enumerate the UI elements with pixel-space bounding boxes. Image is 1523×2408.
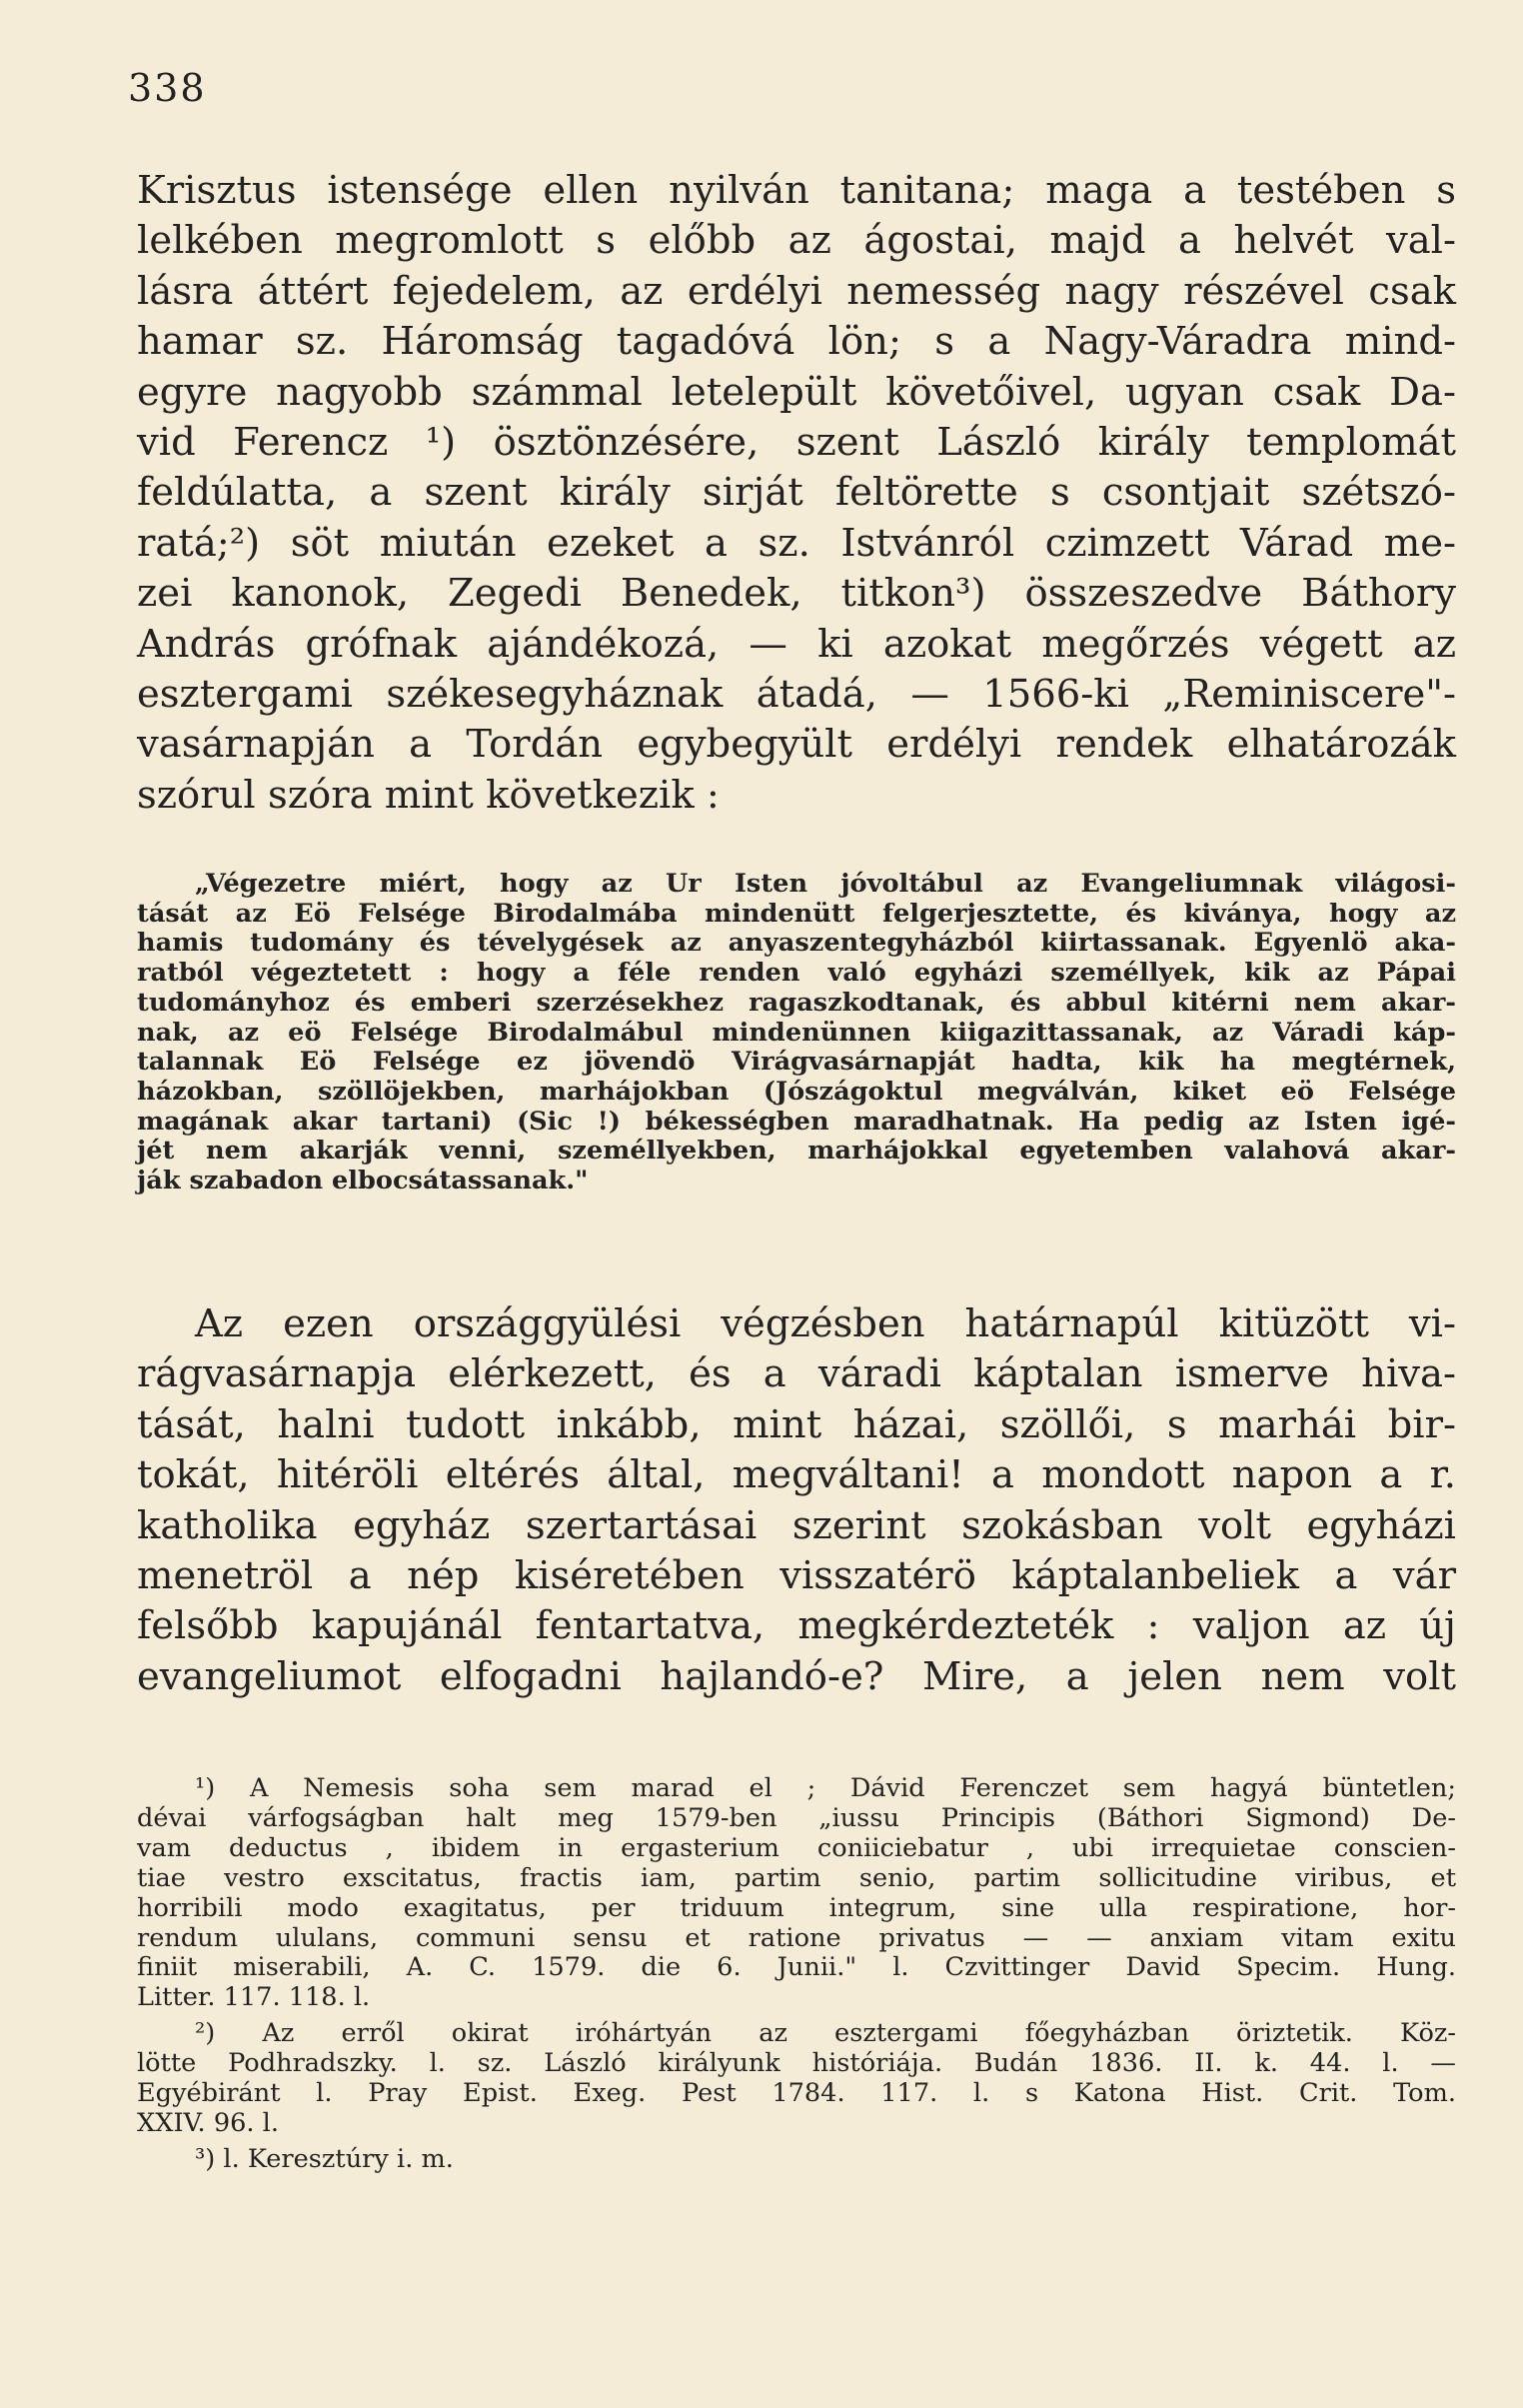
text-line: tását, halni tudott inkább, mint házai, szöllői, s marhái bir- bbox=[137, 1401, 1456, 1447]
text-line: menetröl a nép kiséretében visszatérö káptalanbeliek a vár bbox=[137, 1553, 1456, 1599]
quote-line: ratból végeztetett : hogy a féle renden való egyházi személlyek, kik az Pápai bbox=[137, 958, 1456, 989]
footnote-line: rendum ululans, communi sensu et ratione privatus — — anxiam vitam exitu bbox=[137, 1922, 1456, 1953]
text-line: lásra áttért fejedelem, az erdélyi nemesség nagy részével csak bbox=[137, 268, 1456, 314]
quote-line: jét nem akarják venni, személlyekben, marhájokkal egyetemben valahová akar- bbox=[137, 1136, 1456, 1167]
quote-line: tását az Eö Felsége Birodalmába mindenütt felgerjesztette, és kiványa, hogy az bbox=[137, 898, 1456, 929]
page-number: 338 bbox=[128, 66, 207, 110]
footnote-line: ³) l. Keresztúry i. m. bbox=[195, 2143, 454, 2174]
text-line: lelkében megromlott s előbb az ágostai, majd a helvét val- bbox=[137, 218, 1456, 264]
footnote-line: horribili modo exagitatus, per triduum integrum, sine ulla respiratione, hor- bbox=[137, 1892, 1456, 1923]
text-line: hamar sz. Háromság tagadóvá lön; s a Nagy-Váradra mind- bbox=[137, 319, 1456, 365]
text-line: zei kanonok, Zegedi Benedek, titkon³) összeszedve Báthory bbox=[137, 571, 1456, 617]
footnote-line: Litter. 117. 118. l. bbox=[137, 1982, 371, 2013]
paragraph-2 bbox=[137, 1299, 1456, 1702]
text-line: András grófnak ajándékozá, — ki azokat megőrzés végett az bbox=[137, 621, 1456, 667]
footnote-line: vam deductus , ibidem in ergasterium coniiciebatur , ubi irrequietae conscien- bbox=[137, 1832, 1456, 1863]
quote-line: hamis tudomány és tévelygések az anyaszentegyházból kiirtassanak. Egyenlö aka- bbox=[137, 928, 1456, 959]
quote-line: „Végezetre miért, hogy az Ur Isten jóvoltábul az Evangeliumnak világosi- bbox=[195, 869, 1456, 899]
text-line: felsőbb kapujánál fentartatva, megkérdezteték : valjon az új bbox=[137, 1603, 1456, 1649]
text-line: tokát, hitéröli eltérés által, megváltani! a mondott napon a r. bbox=[137, 1452, 1456, 1498]
quote-line: tudományhoz és emberi szerzésekhez ragaszkodtanak, és abbul kitérni nem akar- bbox=[137, 987, 1456, 1018]
text-line: katholika egyház szertartásai szerint szokásban volt egyházi bbox=[137, 1502, 1456, 1548]
paragraph-1 bbox=[137, 166, 1456, 821]
quote-line: talannak Eö Felsége ez jövendö Virágvasárnapját hadta, kik ha megtérnek, bbox=[137, 1047, 1456, 1078]
text-line: ratá;²) söt miután ezeket a sz. Istvánról czimzett Várad me- bbox=[137, 520, 1456, 566]
quote-line: ják szabadon elbocsátassanak." bbox=[137, 1166, 589, 1197]
text-line: szórul szóra mint következik : bbox=[137, 772, 720, 818]
footnote-line: finiit miserabili, A. C. 1579. die 6. Junii." l. Czvittinger David Specim. Hung. bbox=[137, 1952, 1456, 1983]
text-line: Krisztus istensége ellen nyilván tanitana; maga a testében s bbox=[137, 168, 1456, 213]
quote-line: házokban, szöllöjekben, marhájokban (Jószágoktul megválván, kiket eö Felsége bbox=[137, 1076, 1456, 1107]
text-line: feldúlatta, a szent király sirját feltörette s csontjait szétszó- bbox=[137, 470, 1456, 516]
text-line: evangeliumot elfogadni hajlandó-e? Mire, a jelen nem volt bbox=[137, 1653, 1456, 1699]
footnote-line: ¹) A Nemesis soha sem marad el ; Dávid Ferenczet sem hagyá büntetlen; bbox=[195, 1773, 1456, 1803]
text-line: rágvasárnapja elérkezett, és a váradi káptalan ismerve hiva- bbox=[137, 1351, 1456, 1397]
text-line: egyre nagyobb számmal letelepült követőivel, ugyan csak Da- bbox=[137, 369, 1456, 415]
footnote-line: Egyébiránt l. Pray Epist. Exeg. Pest 1784. 117. l. s Katona Hist. Crit. Tom. bbox=[137, 2078, 1456, 2109]
quote-line: magának akar tartani) (Sic !) békességben maradhatnak. Ha pedig az Isten igé- bbox=[137, 1106, 1456, 1137]
footnote-line: dévai várfogságban halt meg 1579-ben „iussu Principis (Báthori Sigmond) De- bbox=[137, 1802, 1456, 1833]
text-line: esztergami székesegyháznak átadá, — 1566-ki „Reminiscere"- bbox=[137, 672, 1456, 718]
decree-quote bbox=[137, 870, 1456, 1197]
footnotes bbox=[137, 1774, 1456, 2175]
footnote-line: XXIV. 96. l. bbox=[137, 2107, 279, 2138]
quote-line: nak, az eö Felsége Birodalmábul mindenünnen kiigazittassanak, az Váradi káp- bbox=[137, 1017, 1456, 1048]
footnote-line: lötte Podhradszky. l. sz. László királyunk históriája. Budán 1836. II. k. 44. l. — bbox=[137, 2048, 1456, 2079]
text-line: vasárnapján a Tordán egybegyült erdélyi rendek elhatározák bbox=[137, 722, 1456, 768]
footnote-line: ²) Az erről okirat iróhártyán az esztergami főegyházban öriztetik. Köz- bbox=[195, 2018, 1456, 2049]
text-line: Az ezen országgyülési végzésben határnapúl kitüzött vi- bbox=[195, 1301, 1456, 1346]
text-line: vid Ferencz ¹) ösztönzésére, szent László király templomát bbox=[137, 420, 1456, 466]
footnote-line: tiae vestro exscitatus, fractis iam, partim senio, partim sollicitudine viribus, et bbox=[137, 1862, 1456, 1893]
